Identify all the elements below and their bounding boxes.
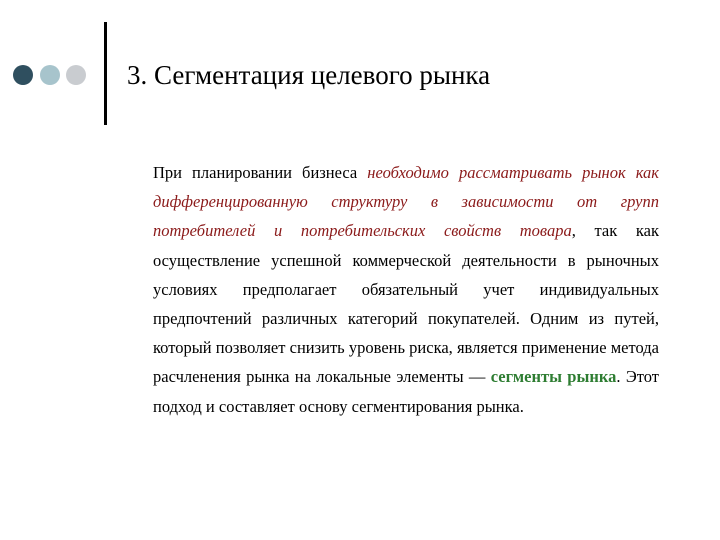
bullet-dot-light-blue bbox=[40, 65, 60, 85]
body-paragraph bbox=[153, 158, 659, 421]
body-text-part-1: При планировании бизнеса bbox=[153, 163, 368, 182]
title-separator-line bbox=[104, 22, 107, 125]
slide-title: 3. Сегментация целевого рынка bbox=[127, 60, 491, 90]
body-emphasis-green: сегменты рынка bbox=[490, 367, 617, 387]
bullet-dot-dark bbox=[13, 65, 33, 85]
body-text-part-2: , так как осуществление успешной коммерческой деятельности в рыночных условиях предполагает обязательный учет индивидуальных предпочтений различных категорий покупателей. Одним из путей, который позволяет снизить уровень риска, является применение метода расчленения рынка на локальные элементы — bbox=[153, 221, 659, 387]
body-text-part-3: . Этот подход и составляет основу сегментирования рынка. bbox=[153, 367, 659, 416]
bullet-dot-gray bbox=[66, 65, 86, 85]
body-emphasis-red: необходимо рассматривать рынок как дифференцированную структуру в зависимости от групп потребителей и потребительских свойств товара bbox=[153, 163, 659, 241]
